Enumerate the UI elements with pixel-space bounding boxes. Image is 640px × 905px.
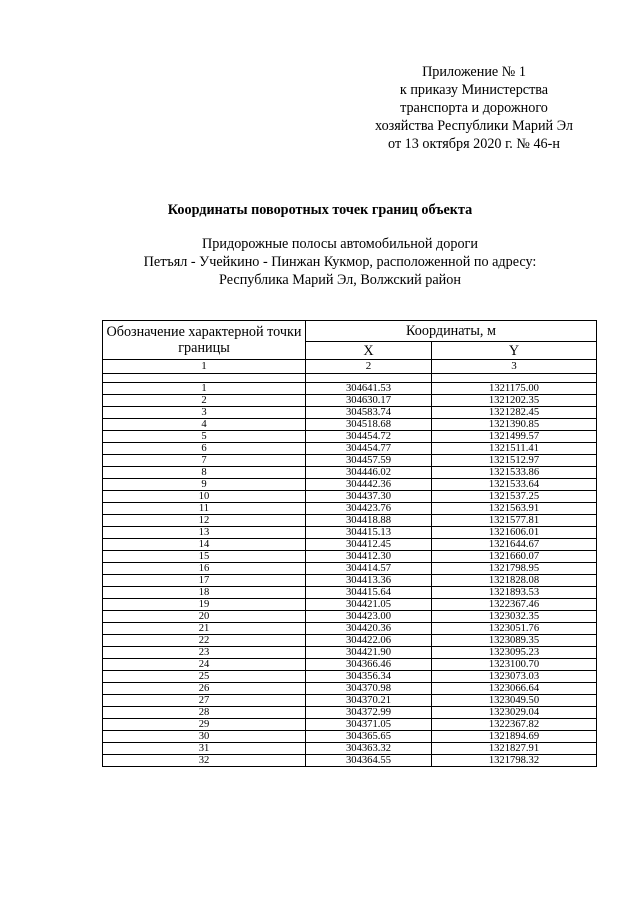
spacer-row — [103, 374, 597, 383]
y-coordinate: 1323051.76 — [432, 623, 597, 635]
point-number: 3 — [103, 407, 306, 419]
appendix-line: к приказу Министерства — [399, 82, 549, 98]
description-line: Придорожные полосы автомобильной дороги — [202, 236, 478, 252]
x-coordinate: 304370.21 — [306, 695, 432, 707]
point-number: 28 — [103, 707, 306, 719]
point-number: 12 — [103, 515, 306, 527]
point-number: 2 — [103, 395, 306, 407]
y-coordinate: 1321827.91 — [432, 743, 597, 755]
y-coordinate: 1323073.03 — [432, 671, 597, 683]
x-coordinate: 304413.36 — [306, 575, 432, 587]
table-row — [103, 407, 597, 419]
point-number: 7 — [103, 455, 306, 467]
appendix-line: транспорта и дорожного — [400, 100, 548, 116]
y-coordinate: 1323032.35 — [432, 611, 597, 623]
appendix-line: хозяйства Республики Марий Эл — [375, 118, 573, 134]
column-index-row — [103, 360, 597, 374]
object-description — [0, 235, 640, 290]
x-coordinate: 304446.02 — [306, 467, 432, 479]
x-coordinate: 304442.36 — [306, 479, 432, 491]
y-coordinate: 1321537.25 — [432, 491, 597, 503]
point-number: 8 — [103, 467, 306, 479]
x-coordinate: 304421.05 — [306, 599, 432, 611]
x-coordinate: 304370.98 — [306, 683, 432, 695]
x-coordinate: 304372.99 — [306, 707, 432, 719]
y-coordinate: 1321511.41 — [432, 443, 597, 455]
y-coordinate: 1321893.53 — [432, 587, 597, 599]
appendix-line: от 13 октября 2020 г. № 46-н — [388, 136, 560, 152]
table-row — [103, 515, 597, 527]
x-coordinate: 304641.53 — [306, 383, 432, 395]
point-number: 11 — [103, 503, 306, 515]
point-number: 9 — [103, 479, 306, 491]
point-number: 27 — [103, 695, 306, 707]
table-row — [103, 635, 597, 647]
x-coordinate: 304412.45 — [306, 539, 432, 551]
point-number: 10 — [103, 491, 306, 503]
header-x: X — [306, 342, 432, 360]
point-number: 30 — [103, 731, 306, 743]
table-row — [103, 395, 597, 407]
appendix-line: Приложение № 1 — [422, 64, 526, 80]
y-coordinate: 1322367.82 — [432, 719, 597, 731]
x-coordinate: 304415.64 — [306, 587, 432, 599]
y-coordinate: 1323095.23 — [432, 647, 597, 659]
table-row — [103, 671, 597, 683]
y-coordinate: 1321577.81 — [432, 515, 597, 527]
y-coordinate: 1323066.64 — [432, 683, 597, 695]
point-number: 24 — [103, 659, 306, 671]
y-coordinate: 1321533.86 — [432, 467, 597, 479]
table-row — [103, 587, 597, 599]
point-number: 16 — [103, 563, 306, 575]
table-row — [103, 683, 597, 695]
y-coordinate: 1321499.57 — [432, 431, 597, 443]
x-coordinate: 304423.00 — [306, 611, 432, 623]
y-coordinate: 1321798.32 — [432, 755, 597, 767]
point-number: 21 — [103, 623, 306, 635]
y-coordinate: 1321894.69 — [432, 731, 597, 743]
y-coordinate: 1323029.04 — [432, 707, 597, 719]
y-coordinate: 1321282.45 — [432, 407, 597, 419]
y-coordinate: 1321644.67 — [432, 539, 597, 551]
y-coordinate: 1323049.50 — [432, 695, 597, 707]
table-row — [103, 383, 597, 395]
table-row — [103, 719, 597, 731]
x-coordinate: 304437.30 — [306, 491, 432, 503]
table-row — [103, 743, 597, 755]
table-row — [103, 551, 597, 563]
table-row — [103, 599, 597, 611]
point-number: 18 — [103, 587, 306, 599]
x-coordinate: 304356.34 — [306, 671, 432, 683]
point-number: 4 — [103, 419, 306, 431]
x-coordinate: 304583.74 — [306, 407, 432, 419]
y-coordinate: 1321202.35 — [432, 395, 597, 407]
point-number: 23 — [103, 647, 306, 659]
x-coordinate: 304365.65 — [306, 731, 432, 743]
table-row — [103, 611, 597, 623]
x-coordinate: 304454.77 — [306, 443, 432, 455]
point-number: 25 — [103, 671, 306, 683]
table-row — [103, 455, 597, 467]
y-coordinate: 1323089.35 — [432, 635, 597, 647]
point-number: 15 — [103, 551, 306, 563]
table-row — [103, 575, 597, 587]
coordinates-table — [102, 320, 597, 767]
x-coordinate: 304421.90 — [306, 647, 432, 659]
point-number: 26 — [103, 683, 306, 695]
y-coordinate: 1321390.85 — [432, 419, 597, 431]
x-coordinate: 304366.46 — [306, 659, 432, 671]
x-coordinate: 304454.72 — [306, 431, 432, 443]
description-line: Петъял - Учейкино - Пинжан Кукмор, расположенной по адресу: — [143, 254, 537, 271]
x-coordinate: 304371.05 — [306, 719, 432, 731]
y-coordinate: 1322367.46 — [432, 599, 597, 611]
table-row — [103, 539, 597, 551]
table-row — [103, 623, 597, 635]
table-row — [103, 695, 597, 707]
point-number: 22 — [103, 635, 306, 647]
document-title: Координаты поворотных точек границ объекта — [167, 202, 473, 218]
y-coordinate: 1321828.08 — [432, 575, 597, 587]
y-coordinate: 1321563.91 — [432, 503, 597, 515]
table-row — [103, 503, 597, 515]
x-coordinate: 304423.76 — [306, 503, 432, 515]
point-number: 5 — [103, 431, 306, 443]
table-row — [103, 755, 597, 767]
table-row — [103, 491, 597, 503]
point-number: 13 — [103, 527, 306, 539]
x-coordinate: 304457.59 — [306, 455, 432, 467]
point-number: 29 — [103, 719, 306, 731]
x-coordinate: 304418.88 — [306, 515, 432, 527]
y-coordinate: 1321512.97 — [432, 455, 597, 467]
table-row — [103, 707, 597, 719]
table-row — [103, 659, 597, 671]
description-line: Республика Марий Эл, Волжский район — [219, 272, 461, 289]
table-row — [103, 479, 597, 491]
column-index: 3 — [432, 360, 597, 374]
point-number: 6 — [103, 443, 306, 455]
point-number: 14 — [103, 539, 306, 551]
x-coordinate: 304420.36 — [306, 623, 432, 635]
y-coordinate: 1321533.64 — [432, 479, 597, 491]
table-row — [103, 731, 597, 743]
point-number: 17 — [103, 575, 306, 587]
point-number: 32 — [103, 755, 306, 767]
point-number: 19 — [103, 599, 306, 611]
x-coordinate: 304414.57 — [306, 563, 432, 575]
x-coordinate: 304364.55 — [306, 755, 432, 767]
table-row — [103, 419, 597, 431]
x-coordinate: 304415.13 — [306, 527, 432, 539]
column-index: 1 — [103, 360, 306, 374]
y-coordinate: 1323100.70 — [432, 659, 597, 671]
appendix-block — [300, 63, 640, 153]
y-coordinate: 1321606.01 — [432, 527, 597, 539]
table-row — [103, 647, 597, 659]
point-number: 1 — [103, 383, 306, 395]
table-row — [103, 563, 597, 575]
table-row — [103, 527, 597, 539]
table-row — [103, 431, 597, 443]
table-row — [103, 467, 597, 479]
header-y: Y — [432, 342, 597, 360]
point-number: 31 — [103, 743, 306, 755]
table-body — [103, 360, 597, 767]
x-coordinate: 304630.17 — [306, 395, 432, 407]
column-index: 2 — [306, 360, 432, 374]
x-coordinate: 304422.06 — [306, 635, 432, 647]
y-coordinate: 1321798.95 — [432, 563, 597, 575]
y-coordinate: 1321175.00 — [432, 383, 597, 395]
header-coordinates: Координаты, м — [306, 321, 597, 342]
x-coordinate: 304518.68 — [306, 419, 432, 431]
x-coordinate: 304412.30 — [306, 551, 432, 563]
point-number: 20 — [103, 611, 306, 623]
y-coordinate: 1321660.07 — [432, 551, 597, 563]
x-coordinate: 304363.32 — [306, 743, 432, 755]
table-row — [103, 443, 597, 455]
header-point-designation: Обозначение характерной точки границы — [103, 321, 306, 360]
